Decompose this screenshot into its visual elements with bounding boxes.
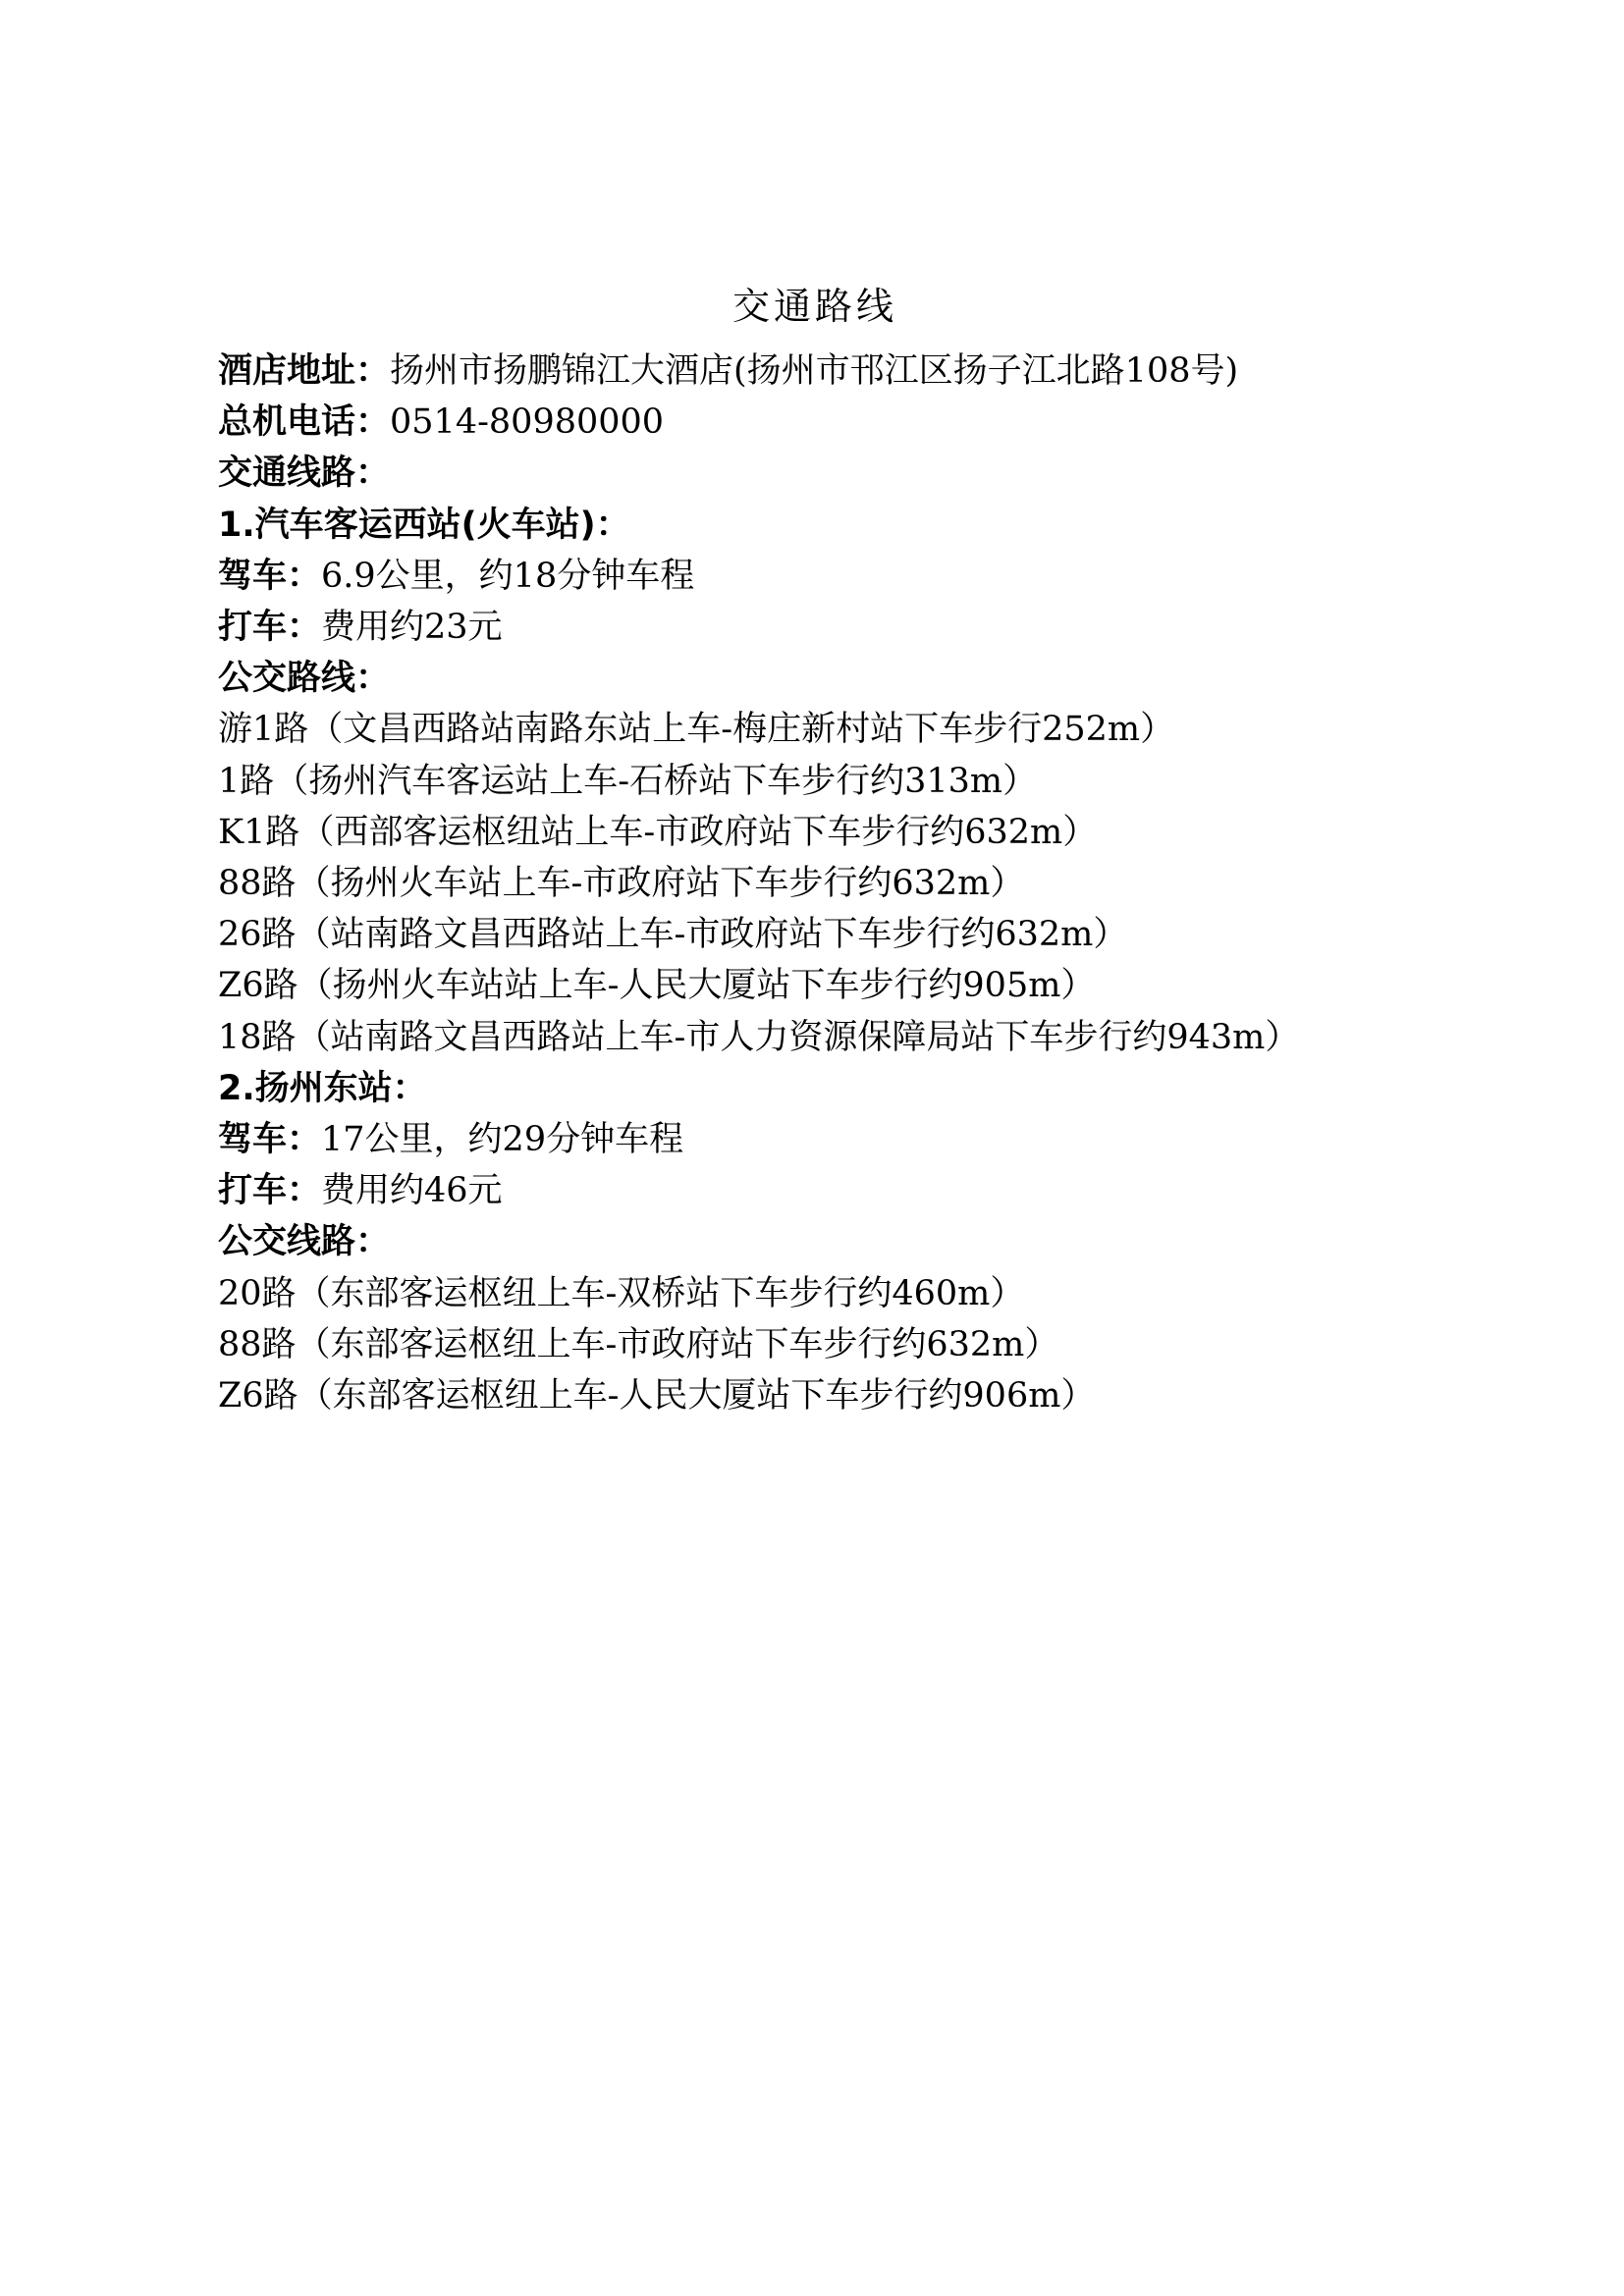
bus-route-item: K1路（西部客运枢纽站上车-市政府站下车步行约632m） (218, 812, 1098, 852)
bus-route-item: 88路（扬州火车站上车-市政府站下车步行约632m） (218, 864, 1025, 904)
taxi-value: 费用约23元 (321, 608, 503, 648)
bus-route-item: Z6路（东部客运枢纽上车-人民大厦站下车步行约906m） (218, 1376, 1096, 1416)
bus-route-item: 游1路（文昌西路站南路东站上车-梅庄新村站下车步行252m） (218, 710, 1175, 750)
section1-bus-heading: 公交路线： (218, 659, 391, 699)
drive-value: 17公里，约29分钟车程 (321, 1120, 684, 1160)
hotel-phone (218, 397, 1494, 448)
document-body (218, 267, 1494, 1421)
drive-label: 驾车： (218, 556, 322, 596)
taxi-value: 费用约46元 (321, 1171, 503, 1211)
drive-label: 驾车： (218, 1120, 322, 1160)
routes-heading: 交通线路： (218, 454, 391, 494)
phone-value: 0514-80980000 (390, 402, 665, 443)
address-label: 酒店地址： (218, 351, 391, 391)
section2-heading: 2.扬州东站： (218, 1068, 427, 1108)
section1-taxi (218, 602, 1494, 653)
section2-drive (218, 1114, 1494, 1165)
bus-route-item: 18路（站南路文昌西路站上车-市人力资源保障局站下车步行约943m） (218, 1017, 1300, 1057)
section2-taxi (218, 1165, 1494, 1216)
bus-route-item: 1路（扬州汽车客运站上车-石桥站下车步行约313m） (218, 761, 1038, 801)
drive-value: 6.9公里，约18分钟车程 (321, 556, 695, 596)
bus-route-item: 26路（站南路文昌西路站上车-市政府站下车步行约632m） (218, 915, 1128, 955)
bus-route-item: 20路（东部客运枢纽上车-双桥站下车步行约460m） (218, 1273, 1025, 1313)
page-title: 交通路线 (731, 285, 897, 328)
phone-label: 总机电话： (218, 402, 391, 443)
bus-route-item: 88路（东部客运枢纽上车-市政府站下车步行约632m） (218, 1324, 1059, 1364)
taxi-label: 打车： (218, 1171, 322, 1211)
taxi-label: 打车： (218, 608, 322, 648)
hotel-address (218, 346, 1494, 397)
section2-bus-heading: 公交线路： (218, 1222, 391, 1262)
address-value: 扬州市扬鹏锦江大酒店(扬州市邗江区扬子江北路108号) (390, 351, 1239, 391)
section1-heading: 1.汽车客运西站(火车站)： (218, 505, 630, 545)
bus-route-item: Z6路（扬州火车站站上车-人民大厦站下车步行约905m） (218, 966, 1096, 1006)
section1-drive (218, 551, 1494, 602)
